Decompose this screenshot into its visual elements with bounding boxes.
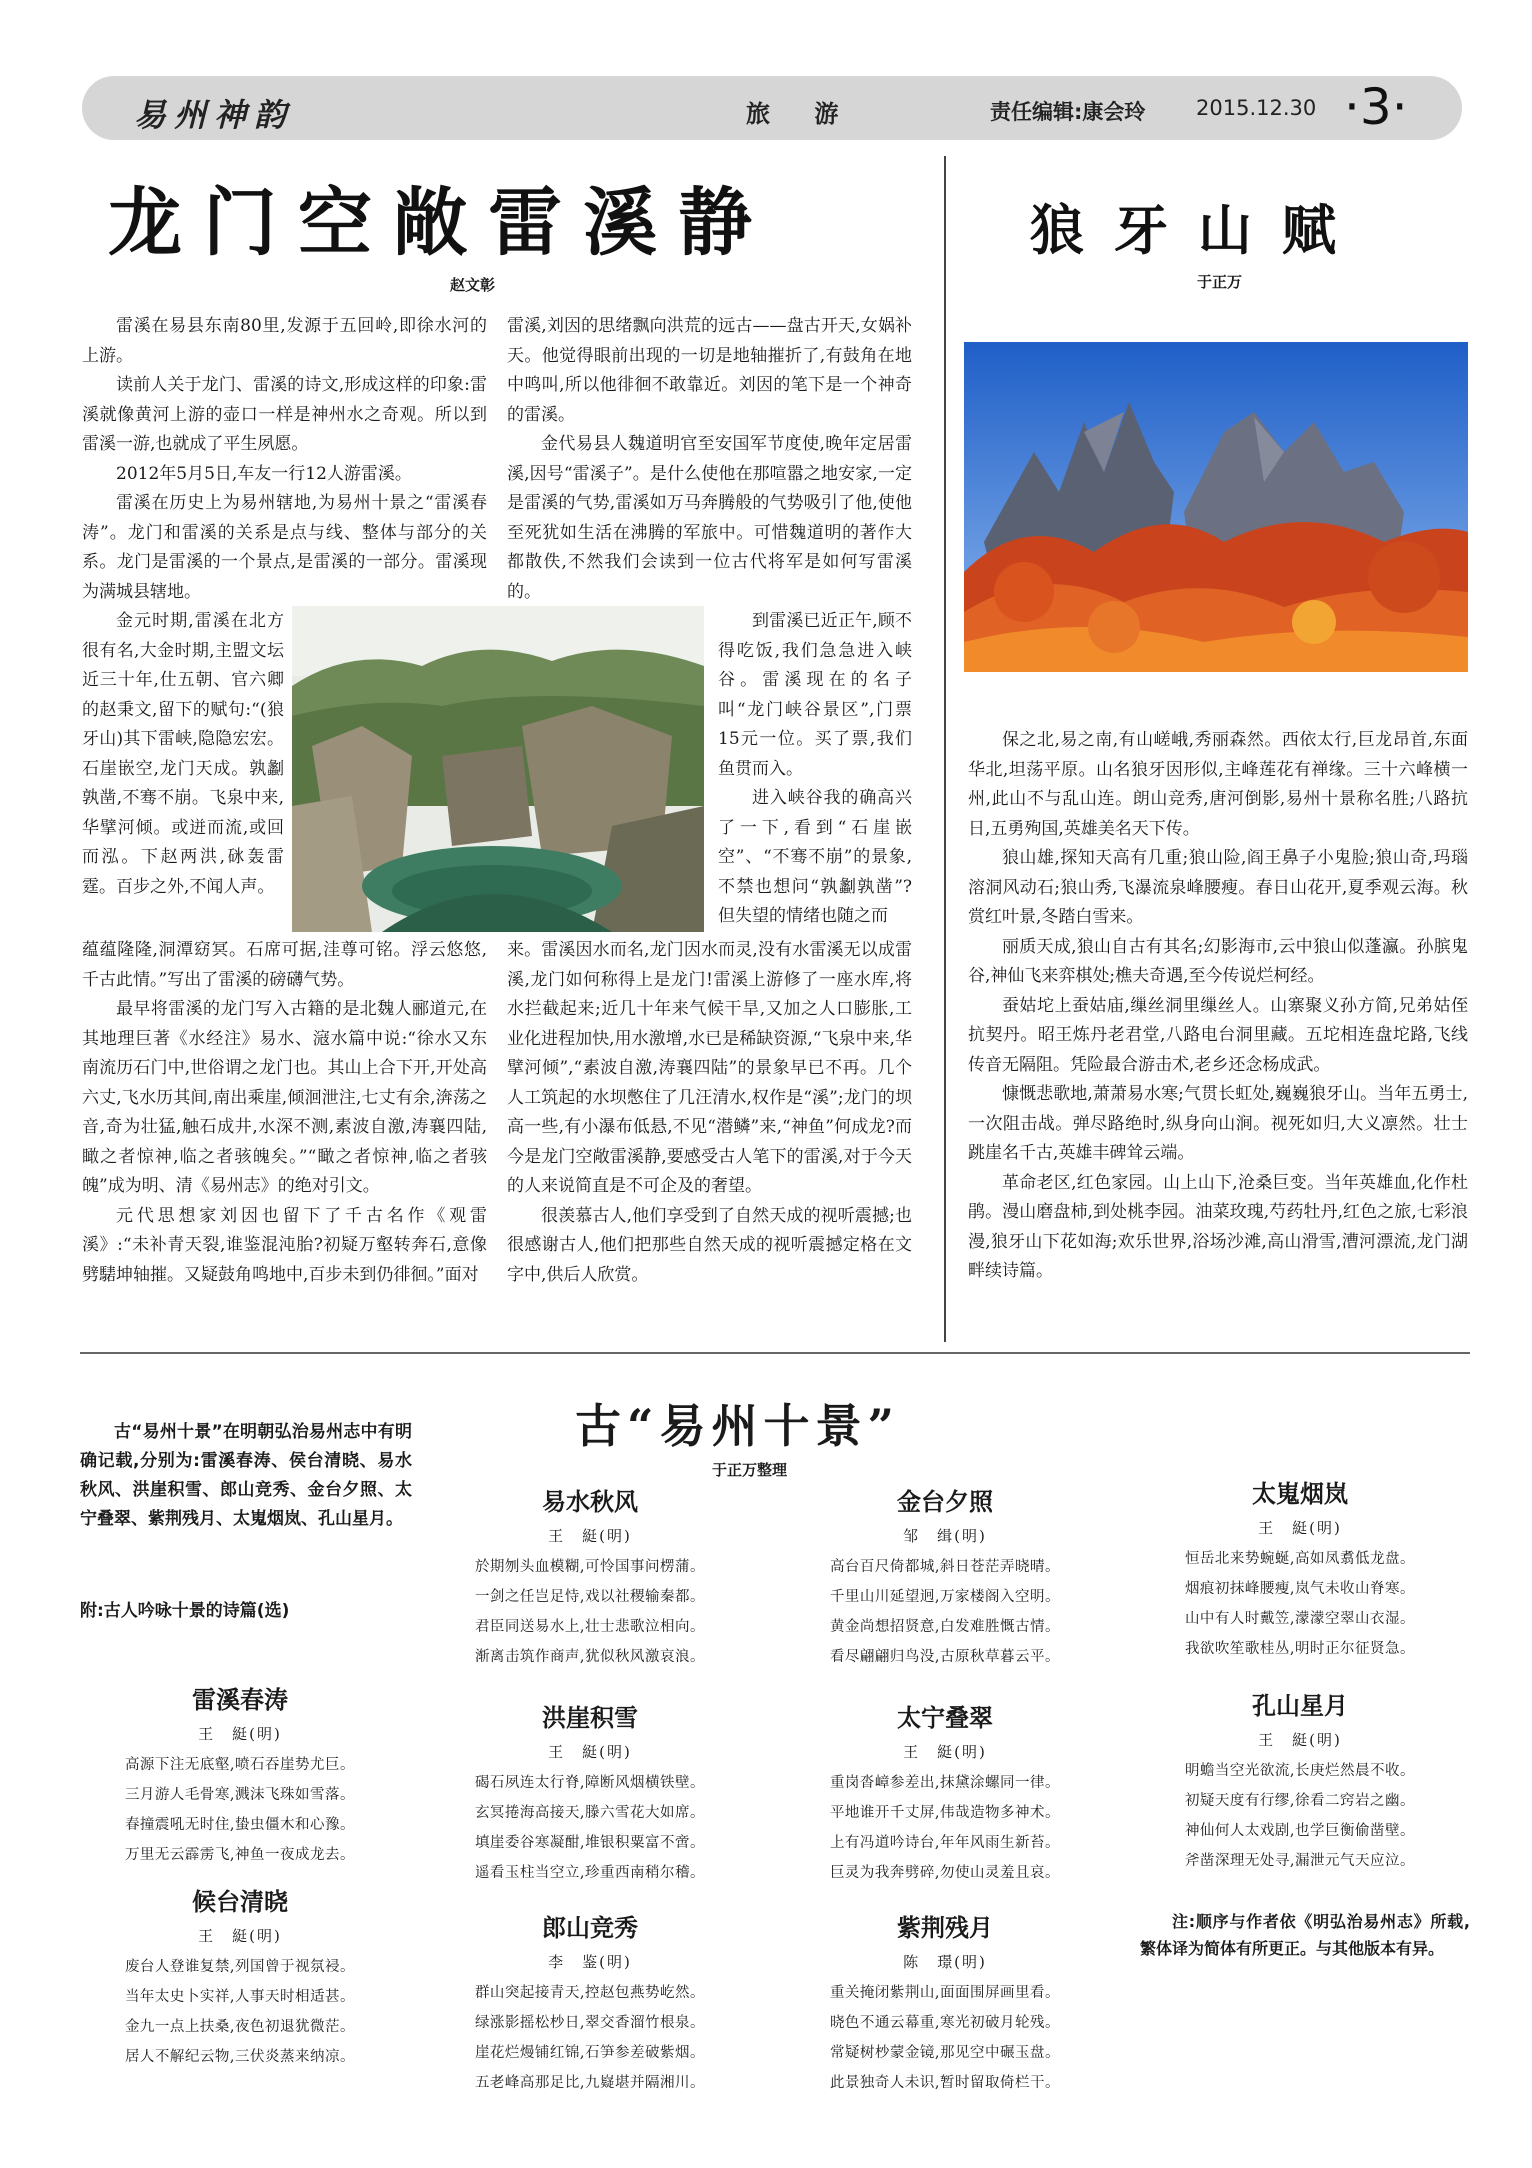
poem-line: 山中有人时戴笠,濛濛空翠山衣湿。: [1184, 1611, 1416, 1627]
article1-column-a-wrap: [82, 607, 284, 937]
paragraph: 读前人关于龙门、雷溪的诗文,形成这样的印象:雷溪就像黄河上游的壶口一样是神州水之奇观。所以到雷溪一游,也就成了平生夙愿。: [82, 375, 487, 454]
poem-line: 恒岳北来势蜿蜒,高如凤翥低龙盘。: [1184, 1551, 1416, 1567]
intro-text: 古“易州十景”在明朝弘治易州志中有明确记载,分别为:雷溪春涛、侯台清晓、易水秋风、洪崖积雪、郎山竞秀、金台夕照、太宁叠翠、紫荆残月、太嵬烟岚、孔山星月。: [80, 1422, 412, 1529]
poem-author: 陈 璟(明): [903, 1953, 987, 1971]
poem-line: 平地谁开千丈屏,伟哉造物多神术。: [829, 1805, 1061, 1821]
poem-line: 黄金尚想招贤意,白发难胜慨古情。: [829, 1619, 1061, 1635]
paragraph: 很羡慕古人,他们享受到了自然天成的视听震撼;也很感谢古人,他们把那些自然天成的视听震撼定格在文字中,供后人欣赏。: [507, 1205, 912, 1285]
poem-line: 此景独奇人未识,暂时留取倚栏干。: [829, 2075, 1061, 2091]
poem-line: 烟痕初抹峰腰瘦,岚气未收山脊寒。: [1184, 1581, 1416, 1597]
poem-line: 碣石夙连太行脊,障断风烟横铁壁。: [474, 1775, 706, 1791]
editor-credit: 责任编辑:康会玲: [990, 100, 1146, 124]
poem-line: 渐离击筑作商声,犹似秋风激哀浪。: [474, 1649, 706, 1665]
paragraph: 雷溪在历史上为易州辖地,为易州十景之“雷溪春涛”。龙门和雷溪的关系是点与线、整体与部分的关系。龙门是雷溪的一个景点,是雷溪的一部分。雷溪现为满城县辖地。: [82, 493, 487, 602]
poem-title: 易水秋风: [542, 1488, 638, 1516]
article1-author: 赵文彰: [450, 276, 496, 294]
article1-title: 龙门空敞雷溪静: [108, 180, 773, 266]
poem-line: 巨灵为我奔劈碎,勿使山灵羞且哀。: [829, 1865, 1061, 1881]
poem-title: 洪崖积雪: [542, 1704, 638, 1732]
poem-author: 王 綎(明): [548, 1743, 632, 1761]
poem: [90, 1680, 390, 1870]
poem-author: 王 綎(明): [548, 1527, 632, 1545]
poem-line: 常疑树杪蒙金镜,那见空中碾玉盘。: [829, 2045, 1061, 2061]
poem-line: 崖花烂熳铺红锦,石笋参差破紫烟。: [474, 2045, 706, 2061]
article1-column-a-lower: [82, 936, 487, 1326]
mountain-photo: [964, 342, 1468, 672]
poem-line: 看尽翩翩归鸟没,古原秋草暮云平。: [829, 1649, 1061, 1665]
poem-title: 郎山竞秀: [542, 1914, 638, 1942]
page-number: ·3·: [1344, 78, 1408, 136]
poem-line: 金九一点上扶桑,夜色初退犹微茫。: [124, 2019, 356, 2035]
poem-line: 於期刎头血模糊,可怜国事问楞蒲。: [474, 1559, 706, 1575]
poem-line: 重岗沓嶂参差出,抹黛涂螺同一律。: [829, 1775, 1061, 1791]
column-divider: [944, 156, 946, 1342]
poem-line: 上有冯道吟诗台,年年风雨生新苔。: [829, 1835, 1061, 1851]
poem-line: 千里山川延望迥,万家楼阁入空明。: [829, 1589, 1061, 1605]
poem-line: 玄冥捲海高接天,滕六雪花大如席。: [474, 1805, 706, 1821]
article2-body: [968, 726, 1468, 1326]
gorge-photo: [292, 606, 704, 932]
poem-line: 三月游人毛骨寒,溅沫飞珠如雪落。: [124, 1787, 356, 1803]
paragraph: 最早将雷溪的龙门写入古籍的是北魏人郦道元,在其地理巨著《水经注》易水、滱水篇中说:“徐水又东南流历石门中,世俗谓之龙门也。其山上合下开,开处高六丈,飞水历其间,南出乘崖,倾洄泄注,七丈有余,渀荡之音,奇为壮猛,触石成井,水深不测,素波自激,涛襄四陆,瞰之者惊神,临之者骇魄矣。”“瞰之者惊神,临之者骇魄”成为明、清《易州志》的绝对引文。: [82, 999, 487, 1196]
paragraph: 丽质天成,狼山自古有其名;幻影海市,云中狼山似蓬瀛。孙膑鬼谷,神仙飞来弈棋处;樵夫奇遇,至今传说烂柯经。: [968, 936, 1468, 986]
poem-line: 当年太史卜实祥,人事天时相适甚。: [124, 1989, 356, 2005]
poem-title: 候台清晓: [192, 1888, 288, 1916]
poem-line: 群山突起接青天,控赵包燕势屹然。: [474, 1985, 706, 2001]
paragraph: 金代易县人魏道明官至安国军节度使,晚年定居雷溪,因号“雷溪子”。是什么使他在那喧嚣之地安家,一定是雷溪的气势,雷溪如万马奔腾般的气势吸引了他,使他至死犹如生活在沸腾的军旅中。可惜魏道明的著作大都散佚,不然我们会读到一位古代将军是如何写雷溪的。: [507, 434, 912, 602]
poem-line: 初疑天度有行缪,徐看二窍岩之幽。: [1184, 1793, 1416, 1809]
paper-name: 易州神韵: [134, 96, 295, 134]
article1-column-a: [82, 312, 487, 617]
poem: [90, 1882, 390, 2072]
poem-title: 金台夕照: [897, 1488, 993, 1516]
article2-author: 于正万: [1197, 273, 1243, 291]
poem-line: 明蟾当空光欲流,长庚烂然晨不收。: [1184, 1763, 1416, 1779]
section3-note: [1140, 1908, 1470, 1962]
issue-date: 2015.12.30: [1196, 96, 1317, 120]
poem-line: 晓色不通云幕重,寒光初破月轮残。: [829, 2015, 1061, 2031]
paragraph: 元代思想家刘因也留下了千古名作《观雷溪》:“未补青天裂,谁鉴混沌胎?初疑万壑转奔石,意像劈騞坤轴摧。又疑鼓角鸣地中,百步未到仍徘徊。”面对: [82, 1205, 487, 1285]
poem-title: 太宁叠翠: [897, 1704, 993, 1732]
poem-title: 太嵬烟岚: [1252, 1480, 1348, 1508]
poem-line: 重关掩闭紫荆山,面面围屏画里看。: [829, 1985, 1061, 2001]
poem-line: 万里无云霹雳飞,神鱼一夜成龙去。: [124, 1847, 356, 1863]
poem-author: 王 綎(明): [198, 1927, 282, 1945]
article2-title: 狼牙山赋: [1030, 198, 1366, 262]
poem-line: 君臣同送易水上,壮士悲歌泣相向。: [474, 1619, 706, 1635]
poem-author: 王 綎(明): [903, 1743, 987, 1761]
poem-title: 孔山星月: [1252, 1692, 1348, 1720]
poem-line: 高台百尺倚都城,斜日苍茫弄晓晴。: [829, 1559, 1061, 1575]
poem-author: 王 綎(明): [1258, 1519, 1342, 1537]
paragraph: 2012年5月5日,车友一行12人游雷溪。: [116, 463, 412, 484]
paragraph: 狼山雄,探知天高有几重;狼山险,阎王鼻子小鬼脸;狼山奇,玛瑙溶洞风动石;狼山秀,飞瀑流泉峰腰瘦。春日山花开,夏季观云海。秋赏红叶景,冬踏白雪来。: [968, 848, 1468, 927]
paragraph: 蚕姑坨上蚕姑庙,缫丝洞里缫丝人。山寨聚义孙方简,兄弟姑侄抗契丹。昭王炼丹老君堂,八路电台洞里藏。五坨相连盘坨路,飞线传音无隔阻。凭险最合游击术,老乡还念杨成武。: [968, 995, 1468, 1075]
poem-line: 斧凿深理无处寻,漏泄元气天应泣。: [1184, 1853, 1416, 1869]
paragraph: 保之北,易之南,有山嵯峨,秀丽森然。西依太行,巨龙昂首,东面华北,坦荡平原。山名狼牙因形似,主峰莲花有禅缘。三十六峰横一州,此山不与乱山连。朗山竞秀,唐河倒影,易州十景称名胜;八路抗日,五勇殉国,英雄美名天下传。: [968, 730, 1468, 839]
poem-line: 春撞震吼无时住,蛰虫僵木和心豫。: [124, 1817, 356, 1833]
section-name: 旅 游: [746, 99, 857, 128]
article1-column-b-lower: [507, 936, 912, 1326]
poem-title: 雷溪春涛: [192, 1686, 288, 1714]
poem-line: 我欲吹笙歌桂丛,明时正尔征贤急。: [1184, 1641, 1416, 1657]
paragraph: 雷溪,刘因的思绪飘向洪荒的远古——盘古开天,女娲补天。他觉得眼前出现的一切是地轴摧折了,有鼓角在地中鸣叫,所以他徘徊不敢靠近。刘因的笔下是一个神奇的雷溪。: [507, 316, 912, 425]
section3-intro: [80, 1418, 412, 1534]
poem-line: 五老峰高那足比,九嶷堪并隔湘川。: [474, 2075, 706, 2091]
poem-author: 王 綎(明): [198, 1725, 282, 1743]
poem-line: 废台人登谁复禁,列国曾于视氛祲。: [124, 1959, 356, 1975]
poem-line: 一剑之任岂足恃,戏以社稷输秦都。: [474, 1589, 706, 1605]
poem-line: 填崖委谷寒凝酣,堆银积粟富不啻。: [474, 1835, 706, 1851]
section3-title: 古“易州十景”: [575, 1399, 900, 1453]
poem-author: 邹 缉(明): [903, 1527, 987, 1545]
poem: [440, 1482, 740, 1672]
article1-column-b-wrap: [718, 607, 912, 937]
poem: [1150, 1474, 1450, 1664]
poem: [440, 1698, 740, 1888]
paragraph: 到雷溪已近正午,顾不得吃饭,我们急急进入峡谷。雷溪现在的名子叫“龙门峡谷景区”,门票15元一位。买了票,我们鱼贯而入。: [718, 611, 912, 779]
paragraph: 来。雷溪因水而名,龙门因水而灵,没有水雷溪无以成雷溪,龙门如何称得上是龙门!雷溪上游修了一座水库,将水拦截起来;近几十年来气候干旱,又加之人口膨胀,工业化进程加快,用水激增,水已是稀缺资源,“飞泉中来,华擘河倾”,“素波自激,涛襄四陆”的景象早已不再。几个人工筑起的水坝憋住了几汪清水,权作是“溪”;龙门的坝高一些,有小瀑布低悬,不见“潜鳞”来,“神鱼”何成龙?而今是龙门空敞雷溪静,要感受古人笔下的雷溪,对于今天的人来说简直是不可企及的奢望。: [507, 940, 912, 1196]
paragraph: 进入峡谷我的确高兴了一下,看到“石崖嵌空”、“不骞不崩”的景象,不禁也想问“孰劙孰凿”?但失望的情绪也随之而: [718, 788, 912, 926]
poem-title: 紫荆残月: [897, 1914, 993, 1942]
poem-line: 遥看玉柱当空立,珍重西南稍尔稽。: [474, 1865, 706, 1881]
paragraph: 蕴蕴隆隆,洞潭窈冥。石席可据,洼尊可铭。浮云悠悠,千古此情。”写出了雷溪的磅礴气势。: [82, 940, 487, 990]
poem: [440, 1908, 740, 2098]
poem: [795, 1908, 1095, 2098]
article1-column-b: [507, 312, 912, 607]
paragraph: 金元时期,雷溪在北方很有名,大金时期,主盟文坛近三十年,仕五朝、官六卿的赵秉文,留下的赋句:“(狼牙山)其下雷峡,隐隐宏宏。石崖嵌空,龙门天成。孰劙孰凿,不骞不崩。飞泉中来,华擘河倾。或迸而流,或回而泓。下赵两洪,砯轰雷霆。百步之外,不闻人声。: [82, 611, 284, 897]
poem-line: 神仙何人太戏剧,也学巨衡偷凿壁。: [1184, 1823, 1416, 1839]
poem: [795, 1482, 1095, 1672]
poem-line: 居人不解纪云物,三伏炎蒸来纳凉。: [124, 2049, 356, 2065]
section3-appendix: 附:古人吟咏十景的诗篇(选): [80, 1601, 290, 1621]
paragraph: 雷溪在易县东南80里,发源于五回岭,即徐水河的上游。: [82, 316, 487, 366]
paragraph: 革命老区,红色家园。山上山下,沧桑巨变。当年英雄血,化作杜鹃。漫山磨盘柿,到处桃李园。油菜玫瑰,芍药牡丹,红色之旅,七彩浪漫,狼牙山下花如海;欢乐世界,浴场沙滩,高山滑雪,漕河漂流,龙门湖畔续诗篇。: [968, 1172, 1468, 1281]
poem-line: 高源下注无底壑,喷石吞崖势尤巨。: [124, 1757, 356, 1773]
poem-author: 李 鉴(明): [548, 1953, 632, 1971]
poem: [1150, 1686, 1450, 1876]
poem-author: 王 綎(明): [1258, 1731, 1342, 1749]
header-bar: [82, 76, 1462, 140]
section3-compiler: 于正万整理: [712, 1461, 788, 1479]
note-text: 注:顺序与作者依《明弘治易州志》所载,繁体译为简体有所更正。与其他版本有异。: [1140, 1912, 1470, 1958]
section-divider: [80, 1352, 1470, 1354]
paragraph: 慷慨悲歌地,萧萧易水寒;气贯长虹处,巍巍狼牙山。当年五勇士,一次阻击战。弹尽路绝时,纵身向山涧。视死如归,大义凛然。壮士跳崖名千古,英雄丰碑耸云端。: [968, 1084, 1468, 1163]
poem-line: 绿涨影摇松杪日,翠交香溜竹根泉。: [474, 2015, 706, 2031]
poem: [795, 1698, 1095, 1888]
